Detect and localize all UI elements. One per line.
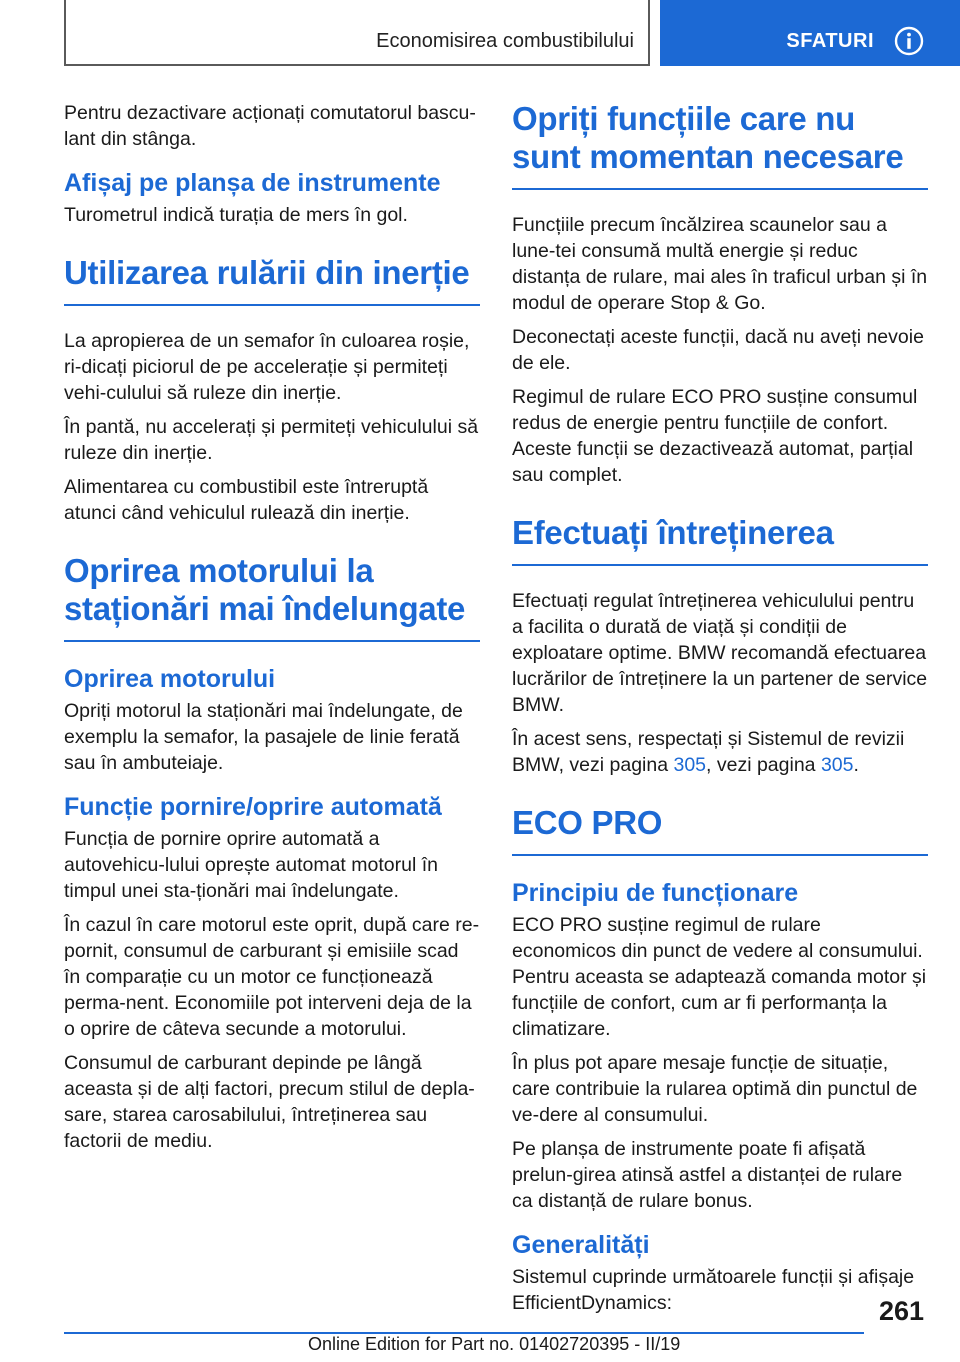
heading-opriti: Opriți funcțiile care nu sunt momentan necesare	[512, 100, 904, 175]
chapter-tab[interactable]	[660, 0, 960, 66]
heading-eco-pro: ECO PRO	[512, 804, 663, 841]
heading-divider	[512, 188, 928, 190]
footer-edition: Online Edition for Part no. 01402720395 - II/19	[308, 1334, 681, 1354]
heading-oprirea-motorului: Oprirea motorului	[64, 665, 276, 693]
section-title: Economisirea combustibilului	[376, 30, 634, 52]
heading-oprirea: Oprirea motorului la staționări mai îndelungate	[64, 552, 466, 627]
oprirea-motorului-paragraph: Opriți motorul la staționări mai îndelungate, de exemplu la semafor, la pasajele de linie ferată sau în ambuteiaje.	[64, 700, 463, 774]
heading-rulare: Utilizarea rulării din inerție	[64, 254, 470, 291]
efectuati-text-a: În acest sens, respectați și Sistemul de revizii BMW, vezi pagina	[512, 728, 905, 776]
rulare-paragraph-2: În pantă, nu accelerați și permiteți vehiculului să ruleze din inerție.	[64, 416, 479, 464]
page-link-305[interactable]: 305	[820, 754, 854, 776]
heading-afisaj: Afișaj pe planșa de instrumente	[64, 169, 441, 197]
efectuati-paragraph-2	[512, 726, 928, 778]
functie-paragraph-3: Consumul de carburant depinde pe lângă aceasta și de alți factori, precum stilul de depla-sare, starea carosabilului, întreținerea sau factorii de mediu.	[64, 1052, 475, 1152]
heading-divider	[512, 564, 928, 566]
info-icon[interactable]	[894, 26, 924, 56]
functie-paragraph-1: Funcția de pornire oprire automată a autovehicu-lului oprește automat motorul în timpul unei sta-ționări mai îndelungate.	[64, 828, 438, 902]
heading-generalitati: Generalități	[512, 1231, 650, 1259]
efectuati-text-c: .	[853, 754, 859, 776]
page-number: 261	[878, 1296, 924, 1326]
efectuati-paragraph-1: Efectuați regulat întreținerea vehiculului pentru a facilita o durată de viață și condiții de exploatare optime. BMW recomandă efectuarea lucrărilor de întreținere la un partener de service BMW.	[512, 590, 928, 716]
heading-functie: Funcție pornire/oprire automată	[64, 793, 442, 821]
principiu-paragraph-3: Pe planșa de instrumente poate fi afișată prelun-girea atinsă astfel a distanței de rulare ca distanță de rulare bonus.	[512, 1138, 903, 1212]
chapter-tab-label: SFATURI	[786, 30, 874, 52]
opriti-paragraph-3: Regimul de rulare ECO PRO susține consumul redus de energie pentru funcțiile de confort. Aceste funcții se dezactivează automat, parțial sau complet.	[512, 386, 918, 486]
opriti-paragraph-2: Deconectați aceste funcții, dacă nu aveți nevoie de ele.	[512, 326, 924, 374]
intro-paragraph: Pentru dezactivare acționați comutatorul bascu-lant din stânga.	[64, 102, 476, 150]
heading-principiu: Principiu de funcționare	[512, 879, 799, 907]
rulare-paragraph-3: Alimentarea cu combustibil este întreruptă atunci când vehiculul rulează din inerție.	[64, 476, 429, 524]
generalitati-paragraph: Sistemul cuprinde următoarele funcții și afișaje EfficientDynamics:	[512, 1266, 915, 1314]
functie-paragraph-2: În cazul în care motorul este oprit, după care re-pornit, consumul de carburant și emisiile scad în comparație cu un motor ce funcționează perma-nent. Economiile pot interveni deja de la o oprire de câteva secunde a motorului.	[64, 914, 480, 1040]
principiu-paragraph-2: În plus pot apare mesaje funcție de situație, care contribuie la rularea optimă din punctul de ve-dere al consumului.	[512, 1052, 918, 1126]
left-column	[64, 100, 480, 1162]
afisaj-paragraph: Turometrul indică turația de mers în gol.	[64, 204, 408, 226]
page-header	[0, 0, 960, 66]
heading-divider	[512, 854, 928, 856]
rulare-paragraph-1: La apropierea de un semafor în culoarea roșie, ri-dicați piciorul de pe accelerație și permiteți vehi-culului să ruleze din inerție.	[64, 330, 470, 404]
heading-divider	[64, 304, 480, 306]
efectuati-text-b: , vezi pagina	[706, 754, 821, 776]
page-link-305[interactable]: 305	[673, 754, 707, 776]
right-column	[512, 100, 928, 1324]
opriti-paragraph-1: Funcțiile precum încălzirea scaunelor sau a lune-tei consumă multă energie și reduc distanța de rulare, mai ales în traficul urban și în modul de operare Stop & Go.	[512, 214, 928, 314]
heading-divider	[64, 640, 480, 642]
principiu-paragraph-1: ECO PRO susține regimul de rulare economicos din punct de vedere al consumului. Pentru aceasta se adaptează comanda motor și funcțiile de confort, cum ar fi performanța la climatizare.	[512, 914, 927, 1040]
section-title-frame	[64, 0, 650, 66]
heading-efectuati: Efectuați întreținerea	[512, 514, 834, 551]
